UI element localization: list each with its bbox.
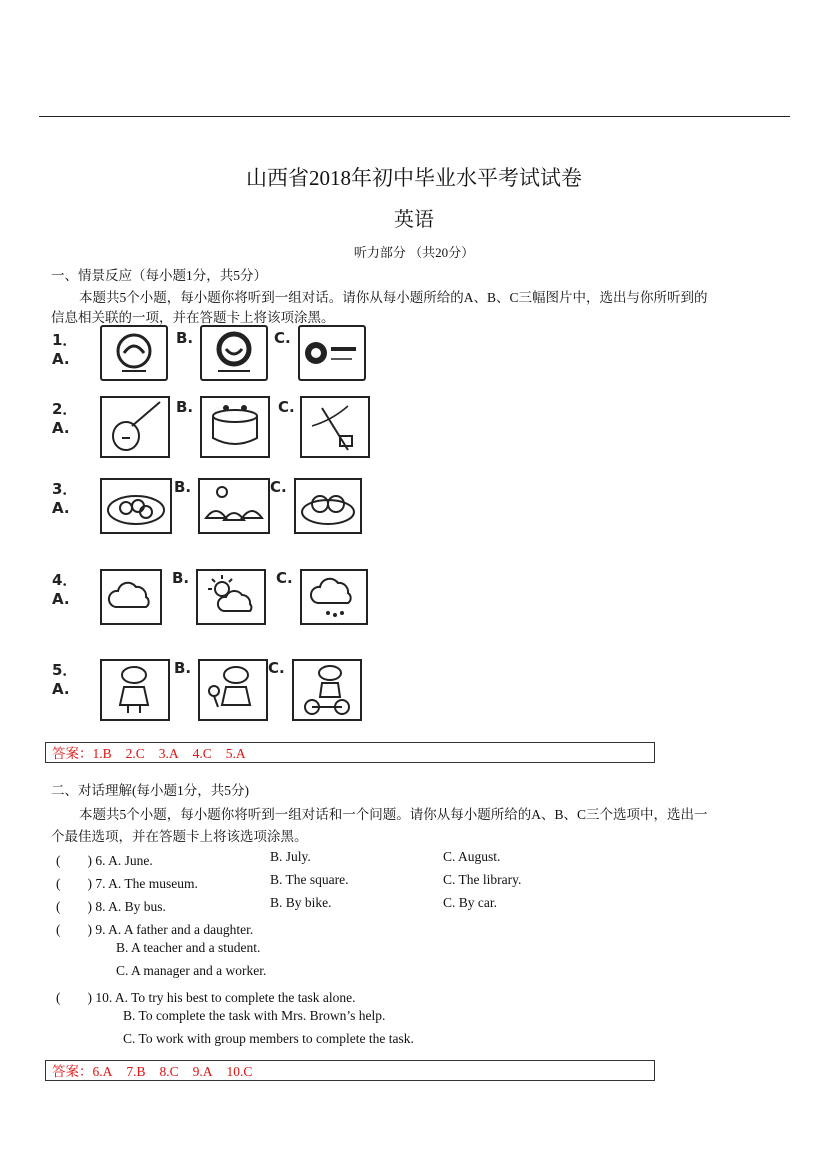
section2-heading: 二、对话理解(每小题1分，共5分) <box>51 783 249 798</box>
logo-icon-c <box>298 325 366 381</box>
question-7-option-c: C. The library. <box>443 872 522 887</box>
pig-flowers-icon <box>198 659 268 721</box>
row-label: 5．A. <box>52 661 78 698</box>
answer-item: 6.A <box>92 1064 113 1079</box>
option-b-label: B. <box>174 659 192 677</box>
buns-icon <box>294 478 362 534</box>
answer-item: 7.B <box>126 1064 146 1079</box>
option-c-label: C. <box>278 398 295 416</box>
option-c-label: C. <box>274 329 291 347</box>
row-label: 1．A. <box>52 331 78 368</box>
question-7-option-b: B. The square. <box>270 872 349 887</box>
cloudy-icon <box>100 569 162 625</box>
question-10-option-a: ( ) 10. A. To try his best to complete the task alone. <box>56 990 356 1005</box>
question-6-option-c: C. August. <box>443 849 501 864</box>
option-c-label: C. <box>270 478 287 496</box>
question-6-option-b: B. July. <box>270 849 311 864</box>
question-9-option-b: B. A teacher and a student. <box>116 940 261 955</box>
rain-cloud-icon <box>300 569 368 625</box>
logo-icon-a <box>100 325 168 381</box>
option-b-label: B. <box>176 329 194 347</box>
section1-answer-box <box>45 742 655 763</box>
question-10-option-b: B. To complete the task with Mrs. Brown’s help. <box>123 1008 386 1023</box>
plate-food-icon <box>100 478 172 534</box>
part-heading: 听力部分 （共20分） <box>353 245 475 260</box>
section1-instruction-1: 本题共5个小题，每小题你将听到一组对话。请你从每小题所给的A、B、C三幅图片中，选出与你所听到的 <box>79 290 708 305</box>
header-rule <box>39 116 790 117</box>
question-6-option-a: ( ) 6. A. June. <box>56 853 153 868</box>
question-10-option-c: C. To work with group members to complete the task. <box>123 1031 414 1046</box>
answer-item: 4.C <box>192 746 212 761</box>
question-8-option-b: B. By bike. <box>270 895 332 910</box>
row-label: 2．A. <box>52 400 78 437</box>
answer-item: 9.A <box>192 1064 213 1079</box>
section2-instruction-2: 个最佳选项，并在答题卡上将该选项涂黑。 <box>51 829 308 844</box>
pig-walking-icon <box>100 659 170 721</box>
exam-title: 山西省2018年初中毕业水平考试试卷 <box>246 166 582 190</box>
question-9-option-a: ( ) 9. A. A father and a daughter. <box>56 922 254 937</box>
answer-item: 8.C <box>159 1064 179 1079</box>
answer-item: 2.C <box>125 746 145 761</box>
answer-label: 答案： <box>52 1064 93 1079</box>
answer-item: 1.B <box>92 746 112 761</box>
row-label: 4．A. <box>52 571 78 608</box>
question-7-option-a: ( ) 7. A. The museum. <box>56 876 198 891</box>
pipa-icon <box>100 396 170 458</box>
section2-answer-box <box>45 1060 655 1081</box>
question-8-option-c: C. By car. <box>443 895 497 910</box>
option-b-label: B. <box>174 478 192 496</box>
option-b-label: B. <box>172 569 190 587</box>
section1-instruction-2: 信息相关联的一项，并在答题卡上将该项涂黑。 <box>51 310 335 325</box>
question-9-option-c: C. A manager and a worker. <box>116 963 267 978</box>
dumplings-icon <box>198 478 270 534</box>
pig-bike-icon <box>292 659 362 721</box>
option-b-label: B. <box>176 398 194 416</box>
option-c-label: C. <box>268 659 285 677</box>
sun-cloud-icon <box>196 569 266 625</box>
section2-instruction-1: 本题共5个小题，每小题你将听到一组对话和一个问题。请你从每小题所给的A、B、C三个选项中，选出一 <box>79 807 708 822</box>
logo-icon-b <box>200 325 268 381</box>
answer-item: 3.A <box>158 746 179 761</box>
answer-item: 5.A <box>225 746 246 761</box>
section1-heading: 一、情景反应（每小题1分，共5分） <box>51 268 267 283</box>
question-8-option-a: ( ) 8. A. By bus. <box>56 899 166 914</box>
option-c-label: C. <box>276 569 293 587</box>
subject-title: 英语 <box>394 209 434 231</box>
answer-label: 答案： <box>52 746 93 761</box>
erhu-icon <box>300 396 370 458</box>
answer-item: 10.C <box>226 1064 253 1079</box>
drum-icon <box>200 396 270 458</box>
row-label: 3．A. <box>52 480 78 517</box>
